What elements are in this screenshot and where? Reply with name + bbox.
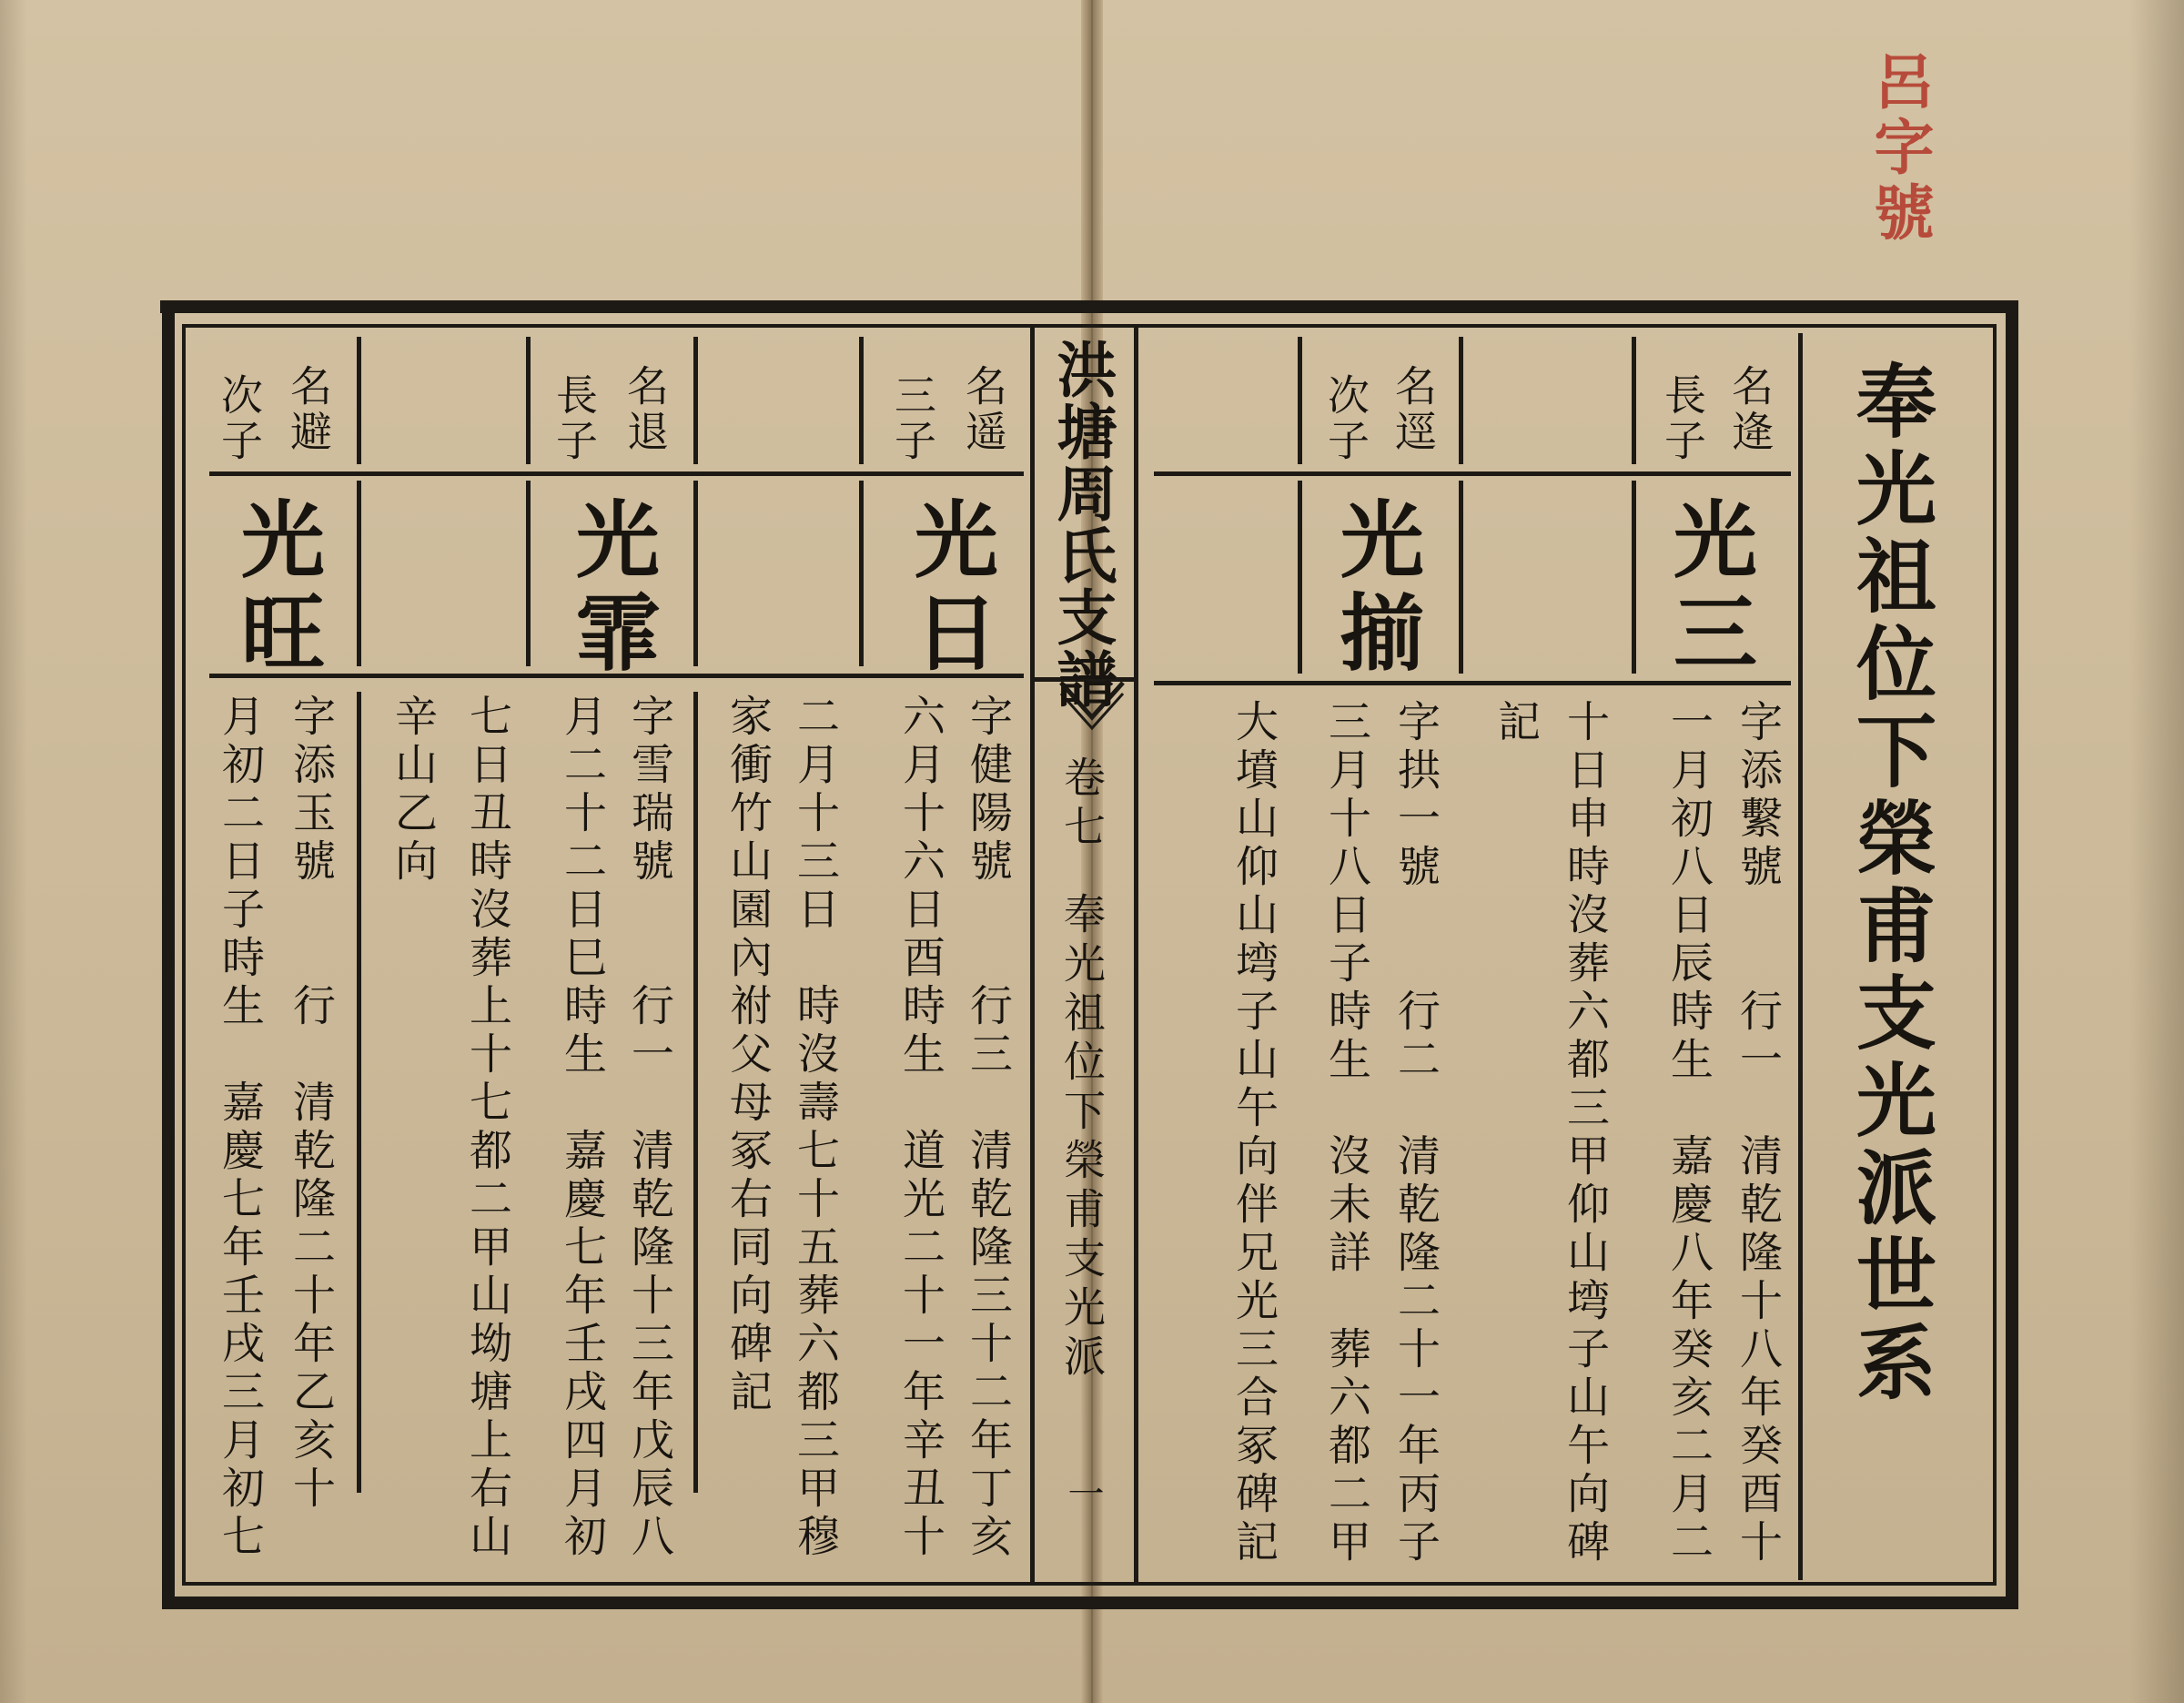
entry-name: 光霏 — [562, 496, 661, 682]
entry-line: 大墳山仰山塆子山午向伴兄光三合冢碑記 — [1228, 699, 1279, 1567]
entry-rank: 長子 — [550, 373, 599, 464]
entry-line: 三月十八日子時生 沒未詳 葬六都二甲 — [1321, 699, 1371, 1567]
spine-section: 奉光祖位下榮甫支光派 — [1057, 892, 1107, 1384]
frame-top — [160, 300, 2018, 313]
spine-line-left — [1030, 324, 1035, 1586]
entry-name: 光揃 — [1327, 496, 1425, 682]
inner-frame-right — [1993, 324, 1997, 1586]
spine-title: 洪塘周氏支譜 — [1046, 339, 1117, 710]
entry-rank: 長子 — [1658, 373, 1707, 464]
entry-name: 光三 — [1660, 496, 1758, 682]
divider — [1459, 481, 1463, 674]
left-header-divider — [209, 471, 1024, 476]
entry-line: 字健陽號 行三 清乾隆三十二年丁亥 — [963, 694, 1013, 1562]
divider — [1459, 337, 1463, 464]
entry-line: 字雪瑞號 行一 清乾隆十三年戊辰八 — [624, 694, 674, 1562]
entry-name-prefix: 名逄 — [1725, 364, 1774, 455]
divider — [693, 481, 698, 666]
divider — [357, 337, 361, 464]
inner-frame-bottom — [182, 1582, 1997, 1586]
red-seal-stamp: 呂字號 — [1864, 50, 1935, 247]
entry-line: 家衝竹山園內祔父母冢右同向碑記 — [723, 694, 773, 1417]
inner-frame-top — [182, 324, 1997, 328]
entry-name-prefix: 名避 — [284, 364, 333, 455]
entry-rank: 三子 — [888, 373, 937, 464]
divider — [526, 337, 531, 464]
entry-line: 七日丑時沒葬上十七都二甲山坳塘上右山 — [462, 694, 512, 1562]
entry-line: 字添繫號 行一 清乾隆十八年癸酉十 — [1733, 699, 1783, 1567]
entry-line: 記 — [1491, 699, 1541, 747]
entry-name-prefix: 名退 — [621, 364, 670, 455]
divider — [859, 481, 864, 666]
divider — [693, 692, 698, 1493]
entry-name-prefix: 名遥 — [959, 364, 1008, 455]
divider — [1632, 481, 1636, 674]
entry-line: 字拱一號 行二 清乾隆二十一年丙子 — [1390, 699, 1441, 1567]
spine-volume: 卷七 — [1057, 755, 1107, 854]
frame-left — [162, 300, 175, 1609]
divider — [357, 481, 361, 666]
entry-line: 一月初八日辰時生 嘉慶八年癸亥二月二 — [1663, 699, 1714, 1567]
title-divider — [1798, 333, 1803, 1580]
frame-right — [2006, 300, 2018, 1609]
right-header-divider — [1154, 471, 1791, 476]
entry-rank: 次子 — [1321, 373, 1370, 464]
spine-line-right — [1134, 324, 1138, 1586]
entry-line: 月二十二日巳時生 嘉慶七年壬戌四月初 — [557, 694, 607, 1562]
entry-line: 月初二日子時生 嘉慶七年壬戌三月初七 — [215, 694, 265, 1562]
entry-line: 辛山乙向 — [388, 694, 438, 887]
divider — [1298, 481, 1302, 674]
entry-name: 光日 — [901, 496, 999, 682]
divider — [859, 337, 864, 464]
entry-line: 字添玉號 行 清乾隆二十年乙亥十 — [286, 694, 336, 1514]
entry-line: 二月十三日 時沒壽七十五葬六都三甲穆 — [790, 694, 840, 1562]
divider — [1632, 337, 1636, 464]
inner-frame-left — [182, 324, 186, 1586]
page-title: 奉光祖位下榮甫支光派世系 — [1844, 360, 1938, 1408]
divider — [1298, 337, 1302, 464]
divider — [693, 337, 698, 464]
divider — [357, 692, 361, 1493]
spine-page-number: 一 — [1062, 1475, 1104, 1518]
entry-name: 光旺 — [228, 496, 326, 682]
frame-bottom — [173, 1597, 2016, 1609]
entry-name-prefix: 名逕 — [1389, 364, 1438, 455]
divider — [526, 481, 531, 666]
entry-line: 六月十六日酉時生 道光二十一年辛丑十 — [895, 694, 945, 1562]
entry-rank: 次子 — [215, 373, 264, 464]
entry-line: 十日申時沒葬六都三甲仰山塆子山午向碑 — [1560, 699, 1610, 1567]
